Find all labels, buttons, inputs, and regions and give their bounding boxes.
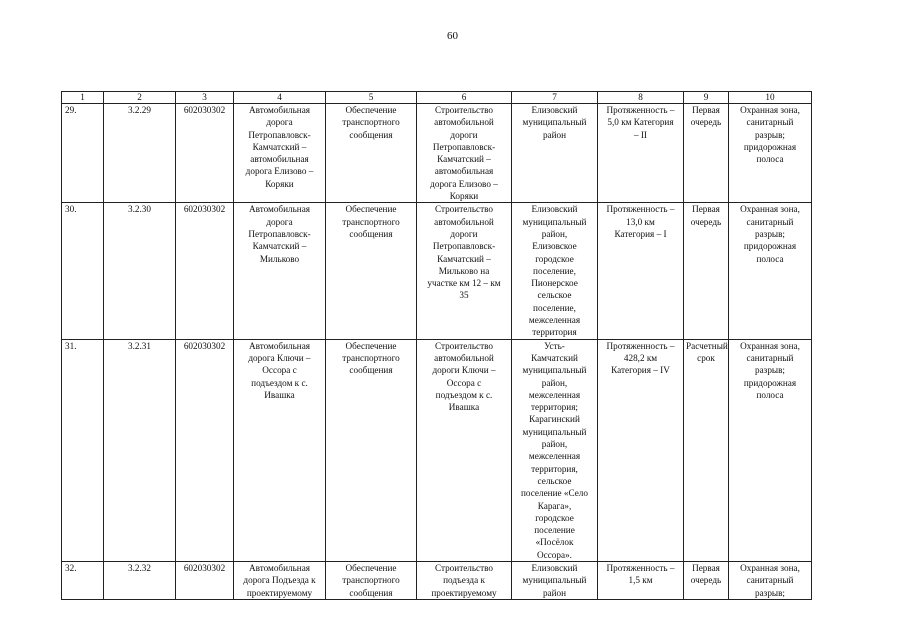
cell-text-line: Петропавловск-: [248, 129, 311, 140]
purpose-cell: [326, 203, 417, 339]
cell-text-line: санитарный: [746, 575, 794, 586]
cell-text-line: транспортного: [342, 575, 400, 586]
data-table: [61, 91, 812, 600]
cell-text-line: полоса: [756, 389, 784, 400]
column-header: 6: [417, 92, 512, 104]
cell-text-line: очередь: [690, 117, 722, 128]
page-number: 60: [447, 30, 458, 42]
cell-text-line: городское: [535, 512, 574, 523]
cell-text-line: Петропавловск-: [432, 141, 496, 152]
description-cell: [417, 203, 512, 339]
cell-text-line: транспортного: [342, 117, 400, 128]
cell-text-line: дороги: [450, 129, 478, 140]
cell-text-line: очередь: [690, 216, 722, 227]
cell-text-line: автомобильная: [434, 166, 494, 177]
table-row: [62, 104, 812, 203]
purpose-cell: [326, 339, 417, 561]
cell-text-line: полоса: [756, 253, 784, 264]
cell-text-line: Охранная зона,: [740, 562, 800, 573]
cell-text-line: Камчатский: [531, 352, 578, 363]
cell-text-line: Коряки: [449, 191, 479, 202]
cell-text-line: муниципальный: [522, 216, 587, 227]
cell-text-line: 31.: [65, 340, 77, 351]
cell-text-line: проектируемому: [431, 587, 497, 598]
cell-text-line: сельское: [537, 290, 572, 301]
cell-text-line: разрыв;: [755, 365, 785, 376]
cell-text-line: муниципальный: [522, 365, 587, 376]
cell-text-line: Ивашка: [448, 402, 480, 413]
cell-text-line: поселение «Село: [521, 488, 588, 499]
cell-text-line: 35: [459, 290, 469, 301]
purpose-cell: [326, 561, 417, 599]
item-code-cell: [104, 104, 176, 203]
table-row: [62, 339, 812, 561]
object-code-cell: [176, 104, 234, 203]
characteristics-cell: [598, 339, 684, 561]
cell-text-line: Оссора».: [537, 549, 572, 560]
cell-text-line: территория,: [531, 463, 578, 474]
cell-text-line: разрыв;: [755, 129, 785, 140]
cell-text-line: Камчатский –: [437, 154, 491, 165]
cell-text-line: Строительство: [434, 340, 494, 351]
table-body: [62, 104, 812, 600]
cell-text-line: 602030302: [183, 105, 226, 115]
column-header: 1: [62, 92, 104, 104]
cell-text-line: 30.: [65, 204, 77, 215]
column-header: 10: [729, 92, 812, 104]
zone-cell: [729, 203, 812, 339]
cell-text-line: Первая: [692, 105, 720, 115]
cell-text-line: проектируемому: [246, 587, 313, 598]
cell-text-line: сообщения: [349, 365, 393, 376]
object-code-cell: [176, 561, 234, 599]
cell-text-line: Автомобильная: [248, 340, 311, 351]
column-header: 2: [104, 92, 176, 104]
cell-text-line: 3.2.31: [128, 340, 151, 351]
description-cell: [417, 561, 512, 599]
cell-text-line: поселение: [534, 525, 575, 536]
location-cell: [512, 561, 598, 599]
cell-text-line: 428,2 км: [623, 352, 658, 363]
cell-text-line: срок: [697, 352, 715, 363]
cell-text-line: сообщения: [349, 587, 393, 598]
cell-text-line: Протяженность –: [606, 204, 675, 215]
cell-text-line: 1,5 км: [628, 575, 653, 586]
characteristics-cell: [598, 104, 684, 203]
cell-text-line: Петропавловск-: [248, 228, 311, 239]
cell-text-line: территория;: [531, 402, 578, 413]
object-name-cell: [234, 339, 326, 561]
cell-text-line: муниципальный: [522, 426, 587, 437]
item-code-cell: [104, 203, 176, 339]
cell-text-line: Протяженность –: [606, 340, 675, 351]
cell-text-line: межселенная: [528, 389, 581, 400]
cell-text-line: дорога Подъезда к: [243, 575, 316, 586]
cell-text-line: Охранная зона,: [740, 204, 800, 215]
object-name-cell: [234, 561, 326, 599]
cell-text-line: Камчатский –: [437, 253, 491, 264]
row-number-cell: [62, 203, 104, 339]
cell-text-line: 32.: [65, 562, 77, 573]
cell-text-line: Первая: [692, 204, 720, 215]
cell-text-line: дороги Ключи –: [432, 365, 496, 376]
column-header: 7: [512, 92, 598, 104]
cell-text-line: городское: [535, 253, 574, 264]
cell-text-line: Охранная зона,: [740, 105, 800, 115]
cell-text-line: транспортного: [342, 216, 400, 227]
cell-text-line: 3.2.30: [128, 204, 151, 215]
cell-text-line: Карагинский: [529, 414, 580, 425]
cell-text-line: разрыв;: [755, 228, 785, 239]
cell-text-line: 5,0 км Категория: [607, 117, 674, 128]
object-name-cell: [234, 104, 326, 203]
column-header: 4: [234, 92, 326, 104]
cell-text-line: Строительство: [434, 105, 494, 115]
cell-text-line: Обеспечение: [345, 340, 397, 351]
cell-text-line: 602030302: [183, 562, 226, 573]
characteristics-cell: [598, 203, 684, 339]
cell-text-line: Мильково: [259, 253, 300, 264]
row-number-cell: [62, 339, 104, 561]
stage-cell: [684, 561, 729, 599]
cell-text-line: автомобильной: [434, 216, 494, 227]
cell-text-line: дорога: [266, 216, 293, 227]
cell-text-line: район: [542, 587, 567, 598]
header-row: [62, 92, 812, 104]
stage-cell: [684, 104, 729, 203]
cell-text-line: дорога: [266, 117, 293, 128]
cell-text-line: придорожная: [743, 241, 797, 252]
cell-text-line: поселение,: [533, 265, 576, 276]
cell-text-line: Елизовский: [531, 562, 578, 573]
cell-text-line: район: [542, 129, 567, 140]
cell-text-line: придорожная: [743, 141, 797, 152]
object-code-cell: [176, 339, 234, 561]
cell-text-line: Автомобильная: [248, 204, 311, 215]
cell-text-line: межселенная: [528, 451, 581, 462]
location-cell: [512, 339, 598, 561]
cell-text-line: разрыв;: [755, 587, 785, 598]
cell-text-line: Протяженность –: [606, 105, 675, 115]
cell-text-line: дорога Ключи –: [248, 352, 311, 363]
cell-text-line: – II: [633, 129, 647, 140]
cell-text-line: участке км 12 – км: [427, 278, 501, 289]
table-row: [62, 203, 812, 339]
cell-text-line: Обеспечение: [345, 204, 397, 215]
row-number-cell: [62, 104, 104, 203]
cell-text-line: подъезда к: [443, 575, 485, 586]
cell-text-line: сельское: [537, 475, 572, 486]
cell-text-line: Камчатский –: [252, 241, 307, 252]
cell-text-line: дороги: [450, 228, 478, 239]
cell-text-line: 602030302: [183, 204, 226, 215]
cell-text-line: Елизовское: [532, 241, 577, 252]
cell-text-line: автомобильной: [434, 352, 494, 363]
zone-cell: [729, 339, 812, 561]
cell-text-line: придорожная: [743, 377, 797, 388]
cell-text-line: Обеспечение: [345, 105, 397, 115]
item-code-cell: [104, 339, 176, 561]
cell-text-line: дорога Елизово –: [245, 166, 314, 177]
cell-text-line: «Посёлок: [535, 537, 574, 548]
location-cell: [512, 203, 598, 339]
row-number-cell: [62, 561, 104, 599]
cell-text-line: район,: [541, 439, 568, 450]
column-header: 8: [598, 92, 684, 104]
cell-text-line: очередь: [690, 575, 722, 586]
cell-text-line: сообщения: [349, 228, 393, 239]
item-code-cell: [104, 561, 176, 599]
cell-text-line: Оссора с: [446, 377, 482, 388]
description-cell: [417, 104, 512, 203]
cell-text-line: санитарный: [746, 117, 794, 128]
cell-text-line: Елизовский: [531, 204, 578, 215]
cell-text-line: Петропавловск-: [432, 241, 496, 252]
stage-cell: [684, 203, 729, 339]
object-code-cell: [176, 203, 234, 339]
cell-text-line: Охранная зона,: [740, 340, 800, 351]
cell-text-line: подъездом к с.: [435, 389, 493, 400]
cell-text-line: Обеспечение: [345, 562, 397, 573]
column-header: 3: [176, 92, 234, 104]
column-header: 5: [326, 92, 417, 104]
column-header: 9: [684, 92, 729, 104]
cell-text-line: межселенная: [528, 315, 581, 326]
cell-text-line: 3.2.29: [128, 105, 151, 115]
cell-text-line: дорога Елизово –: [430, 178, 498, 189]
zone-cell: [729, 561, 812, 599]
cell-text-line: 29.: [65, 105, 77, 115]
location-cell: [512, 104, 598, 203]
cell-text-line: муниципальный: [522, 117, 587, 128]
stage-cell: [684, 339, 729, 561]
cell-text-line: Коряки: [265, 178, 294, 189]
cell-text-line: Ивашка: [264, 389, 295, 400]
cell-text-line: Мильково на: [438, 265, 490, 276]
cell-text-line: Протяженность –: [606, 562, 675, 573]
cell-text-line: Карага»,: [537, 500, 572, 511]
cell-text-line: 13,0 км: [626, 216, 655, 227]
purpose-cell: [326, 104, 417, 203]
cell-text-line: Категория – I: [614, 228, 667, 239]
cell-text-line: автомобильной: [434, 117, 494, 128]
cell-text-line: Категория – IV: [611, 365, 670, 376]
cell-text-line: Усть-: [544, 340, 565, 351]
cell-text-line: 602030302: [183, 340, 226, 351]
cell-text-line: транспортного: [342, 352, 400, 363]
cell-text-line: Автомобильная: [248, 562, 311, 573]
cell-text-line: Елизовский: [531, 105, 578, 115]
cell-text-line: Расчетный: [686, 340, 728, 351]
object-name-cell: [234, 203, 326, 339]
characteristics-cell: [598, 561, 684, 599]
cell-text-line: сообщения: [349, 129, 393, 140]
cell-text-line: Первая: [692, 562, 720, 573]
cell-text-line: Пионерское: [531, 278, 578, 289]
cell-text-line: санитарный: [746, 216, 794, 227]
cell-text-line: район,: [541, 377, 568, 388]
cell-text-line: 3.2.32: [128, 562, 151, 573]
cell-text-line: Камчатский –: [252, 141, 307, 152]
cell-text-line: Автомобильная: [248, 105, 311, 115]
cell-text-line: Строительство: [434, 204, 494, 215]
cell-text-line: район,: [541, 228, 568, 239]
cell-text-line: автомобильная: [250, 154, 309, 165]
description-cell: [417, 339, 512, 561]
cell-text-line: территория: [532, 327, 577, 338]
cell-text-line: санитарный: [746, 352, 794, 363]
table-row: [62, 561, 812, 599]
cell-text-line: Оссора с: [262, 365, 297, 376]
cell-text-line: Строительство: [434, 562, 494, 573]
cell-text-line: полоса: [756, 154, 784, 165]
cell-text-line: поселение,: [533, 302, 576, 313]
zone-cell: [729, 104, 812, 203]
cell-text-line: подъездом к с.: [251, 377, 308, 388]
cell-text-line: муниципальный: [522, 575, 587, 586]
